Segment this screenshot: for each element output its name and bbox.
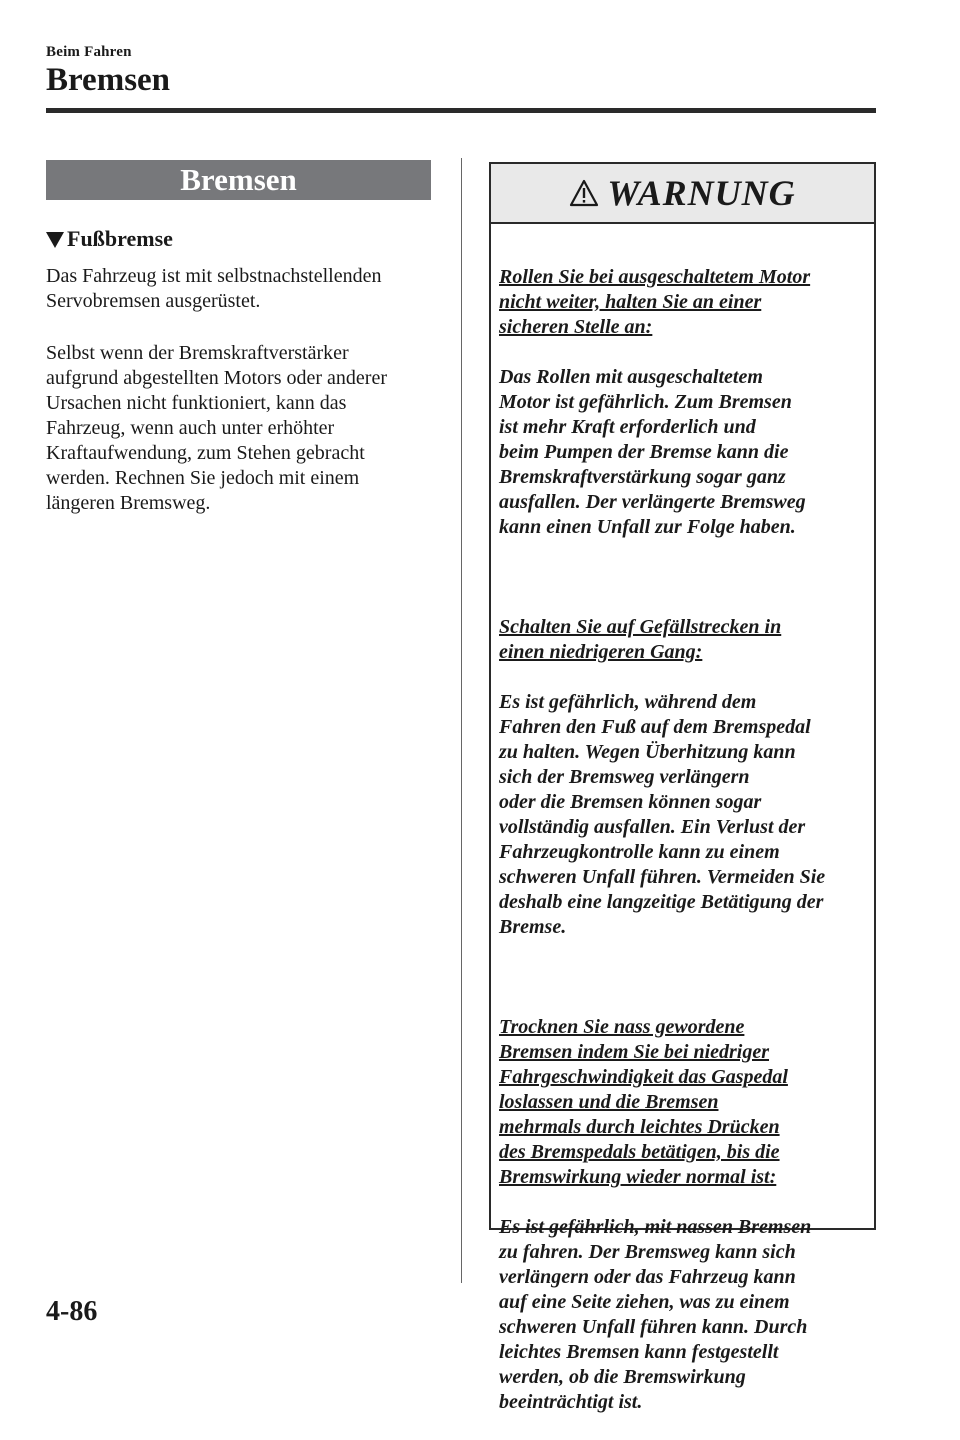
warning-item — [499, 240, 868, 565]
warning-body — [491, 224, 874, 1440]
warning-item-title: Trocknen Sie nass gewordene Bremsen indem Sie bei niedriger Fahrgeschwindigkeit das Gaspedal loslassen und die Bremsen mehrmals durch leichtes Drücken des Bremspedals betätigen, bis die Bremswirkung wieder normal ist: — [499, 1016, 788, 1188]
header-kicker: Beim Fahren — [46, 44, 132, 60]
column-divider — [461, 158, 462, 1283]
warning-item-text: Es ist gefährlich, während dem Fahren den Fuß auf dem Bremspedal zu halten. Wegen Überhitzung kann sich der Bremsweg verlängern oder die Bremsen können sogar vollständig ausfallen. Ein Verlust der Fahrzeugkontrolle kann zu einem schweren Unfall führen. Vermeiden Sie deshalb eine langzeitige Betätigung der Bremse. — [499, 691, 826, 938]
subsection-title: Fußbremse — [67, 226, 173, 251]
warning-item-text: Es ist gefährlich, mit nassen Bremsen zu fahren. Der Bremsweg kann sich verlängern oder das Fahrzeug kann auf eine Seite ziehen, was zu einem schweren Unfall führen kann. Durch leichtes Bremsen kann festgestellt werden, ob die Bremswirkung beeinträchtigt ist. — [499, 1216, 812, 1413]
warning-item-title: Rollen Sie bei ausgeschaltetem Motor nicht weiter, halten Sie an einer sicheren Stelle an: — [499, 266, 811, 338]
triangle-down-icon — [46, 232, 64, 248]
section-banner: Bremsen — [46, 160, 431, 200]
warning-header — [491, 164, 874, 224]
warning-box — [489, 162, 876, 1413]
header-rule — [46, 108, 876, 113]
subsection-heading — [46, 224, 173, 254]
warning-heading: WARNUNG — [607, 173, 796, 213]
warning-triangle-icon — [569, 179, 599, 207]
warning-item-text: Das Rollen mit ausgeschaltetem Motor ist gefährlich. Zum Bremsen ist mehr Kraft erforderlich und beim Pumpen der Bremse kann die Bremskraftverstärkung sogar ganz ausfallen. Der verlängerte Bremsweg kann einen Unfall zur Folge haben. — [499, 366, 806, 538]
page-number: 4-86 — [46, 1296, 98, 1327]
body-paragraph-2: Selbst wenn der Bremskraftverstärker aufgrund abgestellten Motors oder anderer Ursachen nicht funktioniert, kann das Fahrzeug, wenn auch unter erhöhter Kraftaufwendung, zum Stehen gebracht werden. Rechnen Sie jedoch mit einem längeren Bremsweg. — [46, 342, 387, 514]
warning-item-title: Schalten Sie auf Gefällstrecken in einen niedrigeren Gang: — [499, 616, 782, 663]
page-title: Bremsen — [46, 62, 171, 98]
body-paragraph-1: Das Fahrzeug ist mit selbstnachstellenden Servobremsen ausgerüstet. — [46, 265, 382, 312]
warning-item — [499, 990, 868, 1440]
warning-item — [499, 590, 868, 965]
